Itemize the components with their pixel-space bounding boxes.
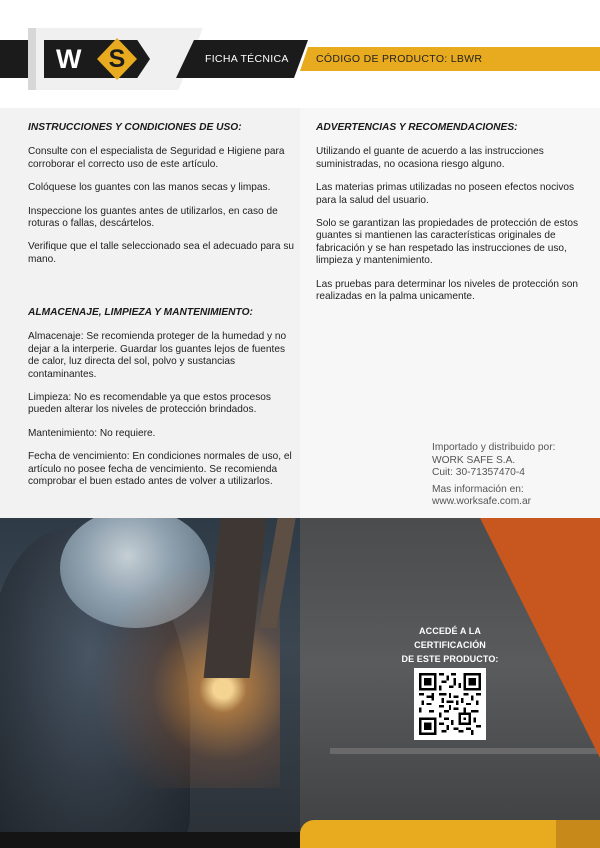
website-link[interactable]: www.worksafe.com.ar <box>432 496 532 508</box>
instrucciones-paragraph: Inspeccione los guantes antes de utilizarlos, en caso de roturas o fallas, descártelos. <box>28 205 278 230</box>
limpieza-paragraph: Limpieza: No es recomendable ya que estos procesos pueden alterar los niveles de protección brindados. <box>28 392 271 416</box>
certification-line: ACCEDÉ A LA CERTIFICACIÓN <box>414 626 486 650</box>
instrucciones-title: INSTRUCCIONES Y CONDICIONES DE USO: <box>28 122 242 133</box>
mantenimiento-paragraph: Mantenimiento: No requiere. <box>28 427 156 439</box>
importer-company: WORK SAFE S.A. <box>432 454 516 466</box>
certification-line: DE ESTE PRODUCTO: <box>401 654 499 664</box>
qr-code-graphic <box>419 673 481 735</box>
advertencias-title: ADVERTENCIAS Y RECOMENDACIONES: <box>316 122 518 133</box>
advertencias-paragraph: Utilizando el guante de acuerdo a las instrucciones suministradas, no ocasiona riesgo alguno. <box>316 146 544 170</box>
certification-callout <box>384 624 516 666</box>
welding-photo <box>0 518 600 848</box>
codigo-producto-label: CÓDIGO DE PRODUCTO: LBWR <box>316 53 483 65</box>
footer-yellow-bar <box>300 820 600 848</box>
importer-cuit: Cuit: 30-71357470-4 <box>432 467 525 479</box>
almacenaje-section <box>28 307 296 499</box>
logo-letter-w: W <box>56 44 82 74</box>
qr-code-icon[interactable] <box>414 668 486 740</box>
more-info-label: Mas información en: <box>432 483 524 495</box>
instrucciones-paragraph: Colóquese los guantes con las manos secas y limpas. <box>28 182 271 194</box>
advertencias-section <box>316 122 584 314</box>
advertencias-paragraph: Solo se garantizan las propiedades de protección de estos guantes si mantienen las características originales de fabricación y se han respetado las instrucciones de uso, limpieza y mantenimiento. <box>316 218 579 267</box>
logo-card-edge <box>28 28 36 90</box>
footer-black-bar <box>0 832 300 848</box>
logo-letter-s: S <box>108 45 126 73</box>
ficha-tecnica-label: FICHA TÉCNICA <box>205 53 289 65</box>
importer-info <box>432 442 597 509</box>
header <box>0 0 600 100</box>
vencimiento-paragraph: Fecha de vencimiento: En condiciones normales de uso, el artículo no posee fecha de vencimiento. Se recomienda comprobar el buen estado antes de volver a utilizarlos. <box>28 451 292 488</box>
advertencias-paragraph: Las pruebas para determinar los niveles de protección son realizadas en la palma unicamente. <box>316 278 579 303</box>
footer-yellow-dark-bar <box>556 820 600 848</box>
instrucciones-paragraph: Consulte con el especialista de Seguridad e Higiene para corroborar el correcto uso de este artículo. <box>28 146 285 170</box>
almacenaje-paragraph: Almacenaje: Se recomienda proteger de la humedad y no dejar a la interperie. Guardar los guantes lejos de fuentes de calor, luz directa del sol, polvo y sustancias contaminantes. <box>28 331 287 380</box>
advertencias-paragraph: Las materias primas utilizadas no poseen efectos nocivos para la salud del usuario. <box>316 182 575 206</box>
instrucciones-paragraph: Verifique que el talle seleccionado sea el adecuado para su mano. <box>28 241 294 265</box>
almacenaje-title: ALMACENAJE, LIMPIEZA Y MANTENIMIENTO: <box>28 307 253 318</box>
importer-line: Importado y distribuido por: <box>432 442 556 453</box>
workshop-rail <box>330 748 600 754</box>
instrucciones-section <box>28 122 296 277</box>
